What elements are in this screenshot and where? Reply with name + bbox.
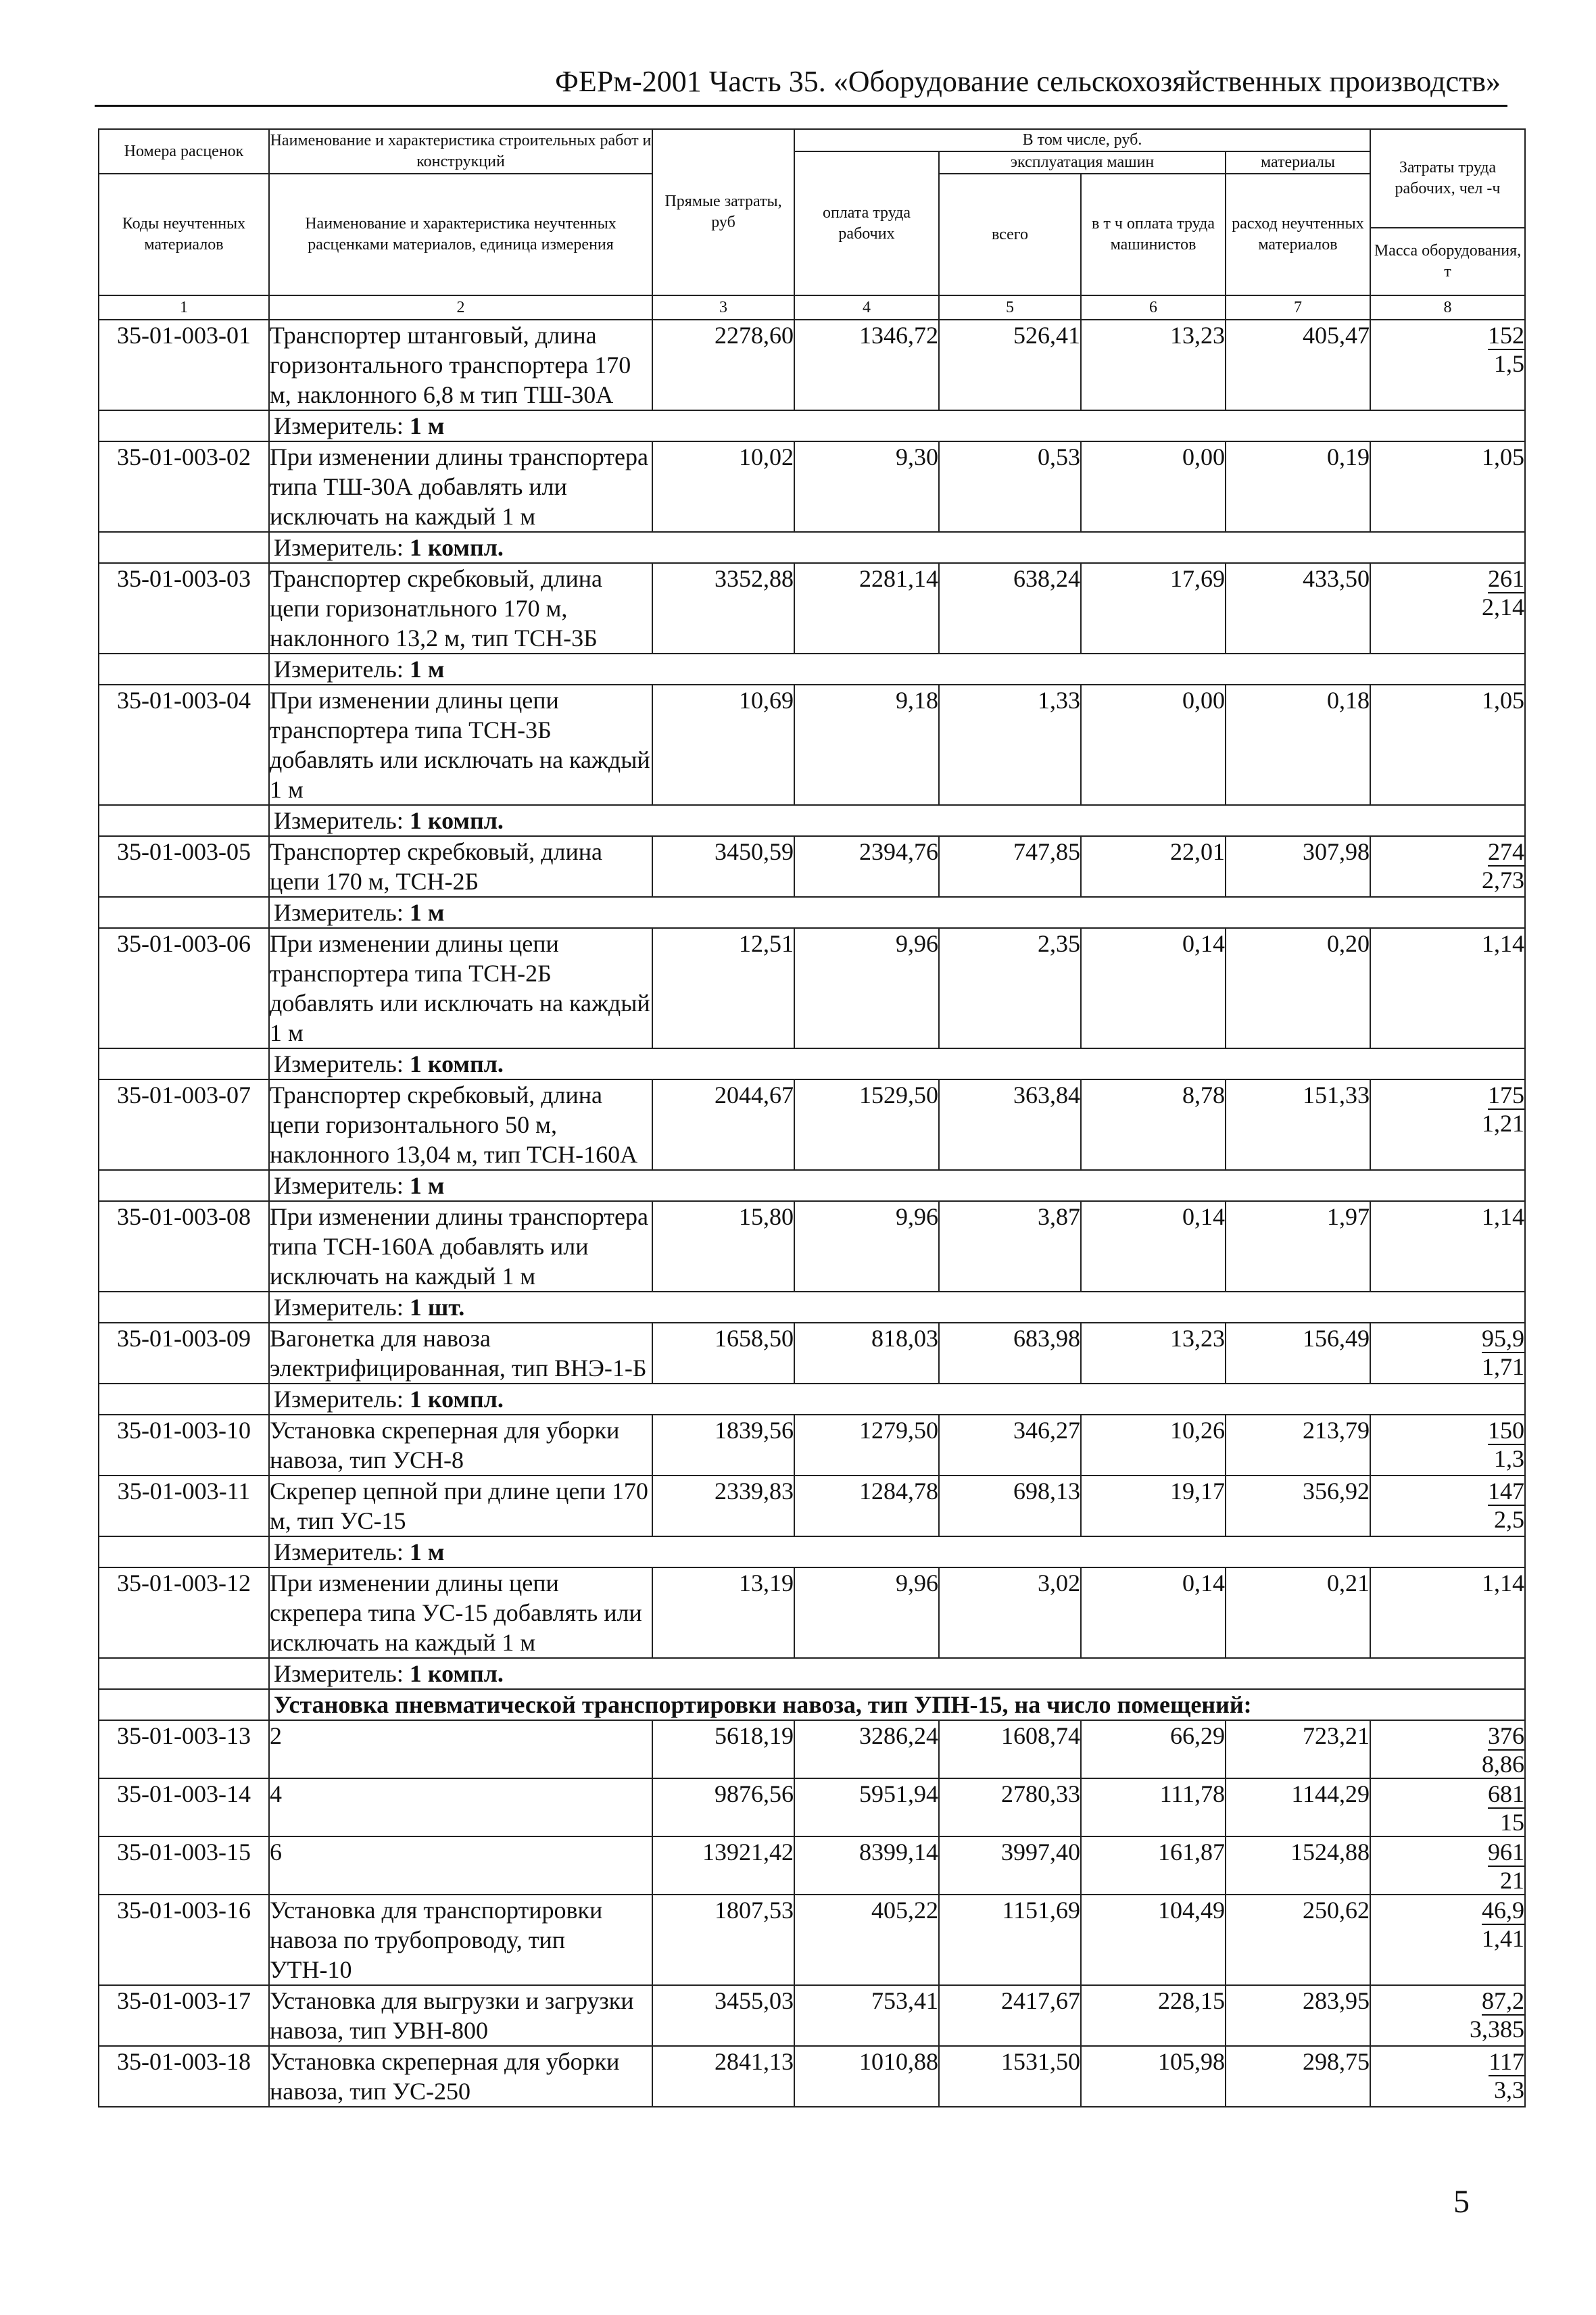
materials-cost: 213,79: [1226, 1415, 1370, 1476]
measure-text: [269, 1170, 1525, 1201]
labor-mass-cell: [1370, 1415, 1525, 1476]
materials-cost: 405,47: [1226, 320, 1370, 410]
machines-total: 1531,50: [939, 2046, 1081, 2107]
materials-cost: 1524,88: [1226, 1836, 1370, 1895]
worker-pay: 2281,14: [794, 563, 939, 654]
labor-mass-cell: [1370, 1079, 1525, 1170]
measure-text: [269, 897, 1525, 928]
measure-row: [99, 1292, 1525, 1323]
labor-value: 1,14: [1482, 1569, 1524, 1597]
norms-table-container: [98, 128, 1524, 2107]
machines-total: 1608,74: [939, 1720, 1081, 1778]
machines-total: 2,35: [939, 928, 1081, 1048]
col-head-pay: оплата труда рабочих: [794, 151, 939, 295]
table-row: [99, 685, 1525, 805]
table-row: [99, 1201, 1525, 1292]
mass-value: 8,86: [1482, 1751, 1524, 1778]
measure-unit: 1 м: [409, 412, 445, 440]
page-header: ФЕРм-2001 Часть 35. «Оборудование сельскохозяйственных производств»: [555, 65, 1501, 98]
measure-spacer: [99, 1658, 269, 1689]
measure-row: [99, 1658, 1525, 1689]
labor-value: 376: [1488, 1722, 1524, 1750]
direct-cost: 2841,13: [652, 2046, 794, 2107]
column-number: 7: [1226, 295, 1370, 320]
measure-spacer: [99, 654, 269, 685]
col-head-including: В том числе, руб.: [794, 129, 1370, 151]
rate-code: 35-01-003-17: [99, 1985, 269, 2046]
measure-spacer: [99, 1048, 269, 1079]
mass-value: 1,3: [1494, 1445, 1524, 1473]
materials-cost: 0,21: [1226, 1567, 1370, 1658]
direct-cost: 1807,53: [652, 1895, 794, 1985]
column-number: 5: [939, 295, 1081, 320]
col-head-mass: Масса оборудования, т: [1370, 228, 1525, 295]
col-head-codes-top: Номера расценок: [99, 129, 269, 174]
machines-total: 1151,69: [939, 1895, 1081, 1985]
direct-cost: 13921,42: [652, 1836, 794, 1895]
rate-description: При изменении длины цепи скрепера типа УС-15 добавлять или исключать на каждый 1 м: [269, 1567, 652, 1658]
rate-code: 35-01-003-14: [99, 1778, 269, 1836]
mass-value: 3,385: [1470, 2016, 1524, 2043]
labor-value: 152: [1488, 322, 1524, 349]
rate-description: Транспортер скребковый, длина цепи 170 м, ТСН-2Б: [269, 836, 652, 897]
worker-pay: 1010,88: [794, 2046, 939, 2107]
worker-pay: 818,03: [794, 1323, 939, 1384]
measure-row: [99, 1536, 1525, 1567]
machinist-pay: 0,14: [1081, 928, 1226, 1048]
rate-description: При изменении длины цепи транспортера типа ТСН-3Б добавлять или исключать на каждый 1 м: [269, 685, 652, 805]
table-row: [99, 563, 1525, 654]
materials-cost: 1,97: [1226, 1201, 1370, 1292]
machines-total: 747,85: [939, 836, 1081, 897]
table-row: [99, 1079, 1525, 1170]
machines-total: 638,24: [939, 563, 1081, 654]
measure-text: [269, 805, 1525, 836]
machinist-pay: 10,26: [1081, 1415, 1226, 1476]
materials-cost: 0,18: [1226, 685, 1370, 805]
machinist-pay: 104,49: [1081, 1895, 1226, 1985]
direct-cost: 1839,56: [652, 1415, 794, 1476]
labor-value: 261: [1488, 565, 1524, 593]
materials-cost: 298,75: [1226, 2046, 1370, 2107]
machines-total: 683,98: [939, 1323, 1081, 1384]
rate-code: 35-01-003-06: [99, 928, 269, 1048]
labor-value: 150: [1488, 1417, 1524, 1444]
materials-cost: 307,98: [1226, 836, 1370, 897]
table-row: [99, 1476, 1525, 1536]
labor-value: 95,9: [1482, 1325, 1524, 1353]
labor-mass-cell: [1370, 563, 1525, 654]
direct-cost: 1658,50: [652, 1323, 794, 1384]
measure-label: Измеритель:: [274, 899, 404, 927]
rate-description: Установка скреперная для уборки навоза, тип УСН-8: [269, 1415, 652, 1476]
materials-cost: 0,19: [1226, 441, 1370, 532]
worker-pay: 9,96: [794, 1201, 939, 1292]
labor-mass-cell: [1370, 1895, 1525, 1985]
machinist-pay: 161,87: [1081, 1836, 1226, 1895]
materials-cost: 1144,29: [1226, 1778, 1370, 1836]
table-row: [99, 2046, 1525, 2107]
machines-total: 3,02: [939, 1567, 1081, 1658]
direct-cost: 2278,60: [652, 320, 794, 410]
materials-cost: 723,21: [1226, 1720, 1370, 1778]
machines-total: 1,33: [939, 685, 1081, 805]
worker-pay: 1284,78: [794, 1476, 939, 1536]
rate-description: 2: [269, 1720, 652, 1778]
measure-spacer: [99, 1384, 269, 1415]
machinist-pay: 111,78: [1081, 1778, 1226, 1836]
labor-value: 147: [1488, 1478, 1524, 1505]
table-row: [99, 441, 1525, 532]
measure-spacer: [99, 410, 269, 441]
table-body: [99, 320, 1525, 2107]
worker-pay: 405,22: [794, 1895, 939, 1985]
measure-text: [269, 1384, 1525, 1415]
measure-text: [269, 654, 1525, 685]
labor-value: 1,14: [1482, 1203, 1524, 1231]
rate-description: При изменении длины транспортера типа ТСН-160А добавлять или исключать на каждый 1 м: [269, 1201, 652, 1292]
rate-description: Транспортер скребковый, длина цепи горизонтального 50 м, наклонного 13,04 м, тип ТСН-160А: [269, 1079, 652, 1170]
rate-description: Установка для выгрузки и загрузки навоза, тип УВН-800: [269, 1985, 652, 2046]
worker-pay: 9,18: [794, 685, 939, 805]
measure-unit: 1 м: [409, 1538, 445, 1566]
labor-mass-cell: [1370, 928, 1525, 1048]
measure-spacer: [99, 805, 269, 836]
labor-mass-cell: [1370, 441, 1525, 532]
rate-description: Скрепер цепной при длине цепи 170 м, тип УС-15: [269, 1476, 652, 1536]
measure-unit: 1 компл.: [409, 1386, 504, 1413]
labor-mass-cell: [1370, 1778, 1525, 1836]
materials-cost: 0,20: [1226, 928, 1370, 1048]
measure-label: Измеритель:: [274, 1386, 404, 1413]
rate-code: 35-01-003-13: [99, 1720, 269, 1778]
measure-unit: 1 м: [409, 1172, 445, 1200]
labor-mass-cell: [1370, 836, 1525, 897]
materials-cost: 156,49: [1226, 1323, 1370, 1384]
worker-pay: 753,41: [794, 1985, 939, 2046]
direct-cost: 2339,83: [652, 1476, 794, 1536]
machines-total: 2417,67: [939, 1985, 1081, 2046]
rate-code: 35-01-003-16: [99, 1895, 269, 1985]
measure-label: Измеритель:: [274, 534, 404, 562]
worker-pay: 2394,76: [794, 836, 939, 897]
section-row: [99, 1689, 1525, 1720]
table-row: [99, 1778, 1525, 1836]
column-number: 6: [1081, 295, 1226, 320]
rate-description: 6: [269, 1836, 652, 1895]
rate-code: 35-01-003-15: [99, 1836, 269, 1895]
machines-total: 0,53: [939, 441, 1081, 532]
table-row: [99, 1895, 1525, 1985]
worker-pay: 9,96: [794, 928, 939, 1048]
measure-spacer: [99, 897, 269, 928]
worker-pay: 8399,14: [794, 1836, 939, 1895]
materials-cost: 250,62: [1226, 1895, 1370, 1985]
labor-value: 681: [1488, 1780, 1524, 1808]
mass-value: 3,3: [1494, 2076, 1524, 2104]
worker-pay: 1346,72: [794, 320, 939, 410]
materials-cost: 151,33: [1226, 1079, 1370, 1170]
machinist-pay: 13,23: [1081, 1323, 1226, 1384]
col-head-name-bottom: Наименование и характеристика неучтенных расценками материалов, единица измерения: [269, 174, 652, 295]
col-head-material-use: расход неучтенных материалов: [1226, 174, 1370, 295]
measure-label: Измеритель:: [274, 412, 404, 440]
col-head-codes-bottom: Коды неучтенных материалов: [99, 174, 269, 295]
measure-label: Измеритель:: [274, 656, 404, 683]
labor-value: 274: [1488, 838, 1524, 866]
rate-description: Установка скреперная для уборки навоза, тип УС-250: [269, 2046, 652, 2107]
col-head-machinist-pay: в т ч оплата труда машинистов: [1081, 174, 1226, 295]
column-number: 2: [269, 295, 652, 320]
labor-value: 175: [1488, 1081, 1524, 1109]
labor-value: 1,05: [1482, 687, 1524, 714]
measure-text: [269, 1536, 1525, 1567]
table-row: [99, 1720, 1525, 1778]
mass-value: 21: [1500, 1867, 1524, 1895]
measure-row: [99, 897, 1525, 928]
measure-label: Измеритель:: [274, 1294, 404, 1321]
measure-text: [269, 410, 1525, 441]
labor-mass-cell: [1370, 1476, 1525, 1536]
measure-row: [99, 532, 1525, 563]
direct-cost: 12,51: [652, 928, 794, 1048]
rate-code: 35-01-003-11: [99, 1476, 269, 1536]
measure-label: Измеритель:: [274, 807, 404, 835]
measure-unit: 1 шт.: [409, 1294, 465, 1321]
worker-pay: 1529,50: [794, 1079, 939, 1170]
table-row: [99, 1836, 1525, 1895]
measure-unit: 1 м: [409, 656, 445, 683]
col-head-name-top: Наименование и характеристика строительных работ и конструкций: [269, 129, 652, 174]
labor-mass-cell: [1370, 2046, 1525, 2107]
measure-text: [269, 1048, 1525, 1079]
labor-mass-cell: [1370, 1985, 1525, 2046]
machinist-pay: 0,00: [1081, 685, 1226, 805]
rate-code: 35-01-003-07: [99, 1079, 269, 1170]
measure-unit: 1 компл.: [409, 534, 504, 562]
labor-value: 1,14: [1482, 930, 1524, 958]
rate-description: Установка для транспортировки навоза по трубопроводу, тип УТН-10: [269, 1895, 652, 1985]
worker-pay: 9,30: [794, 441, 939, 532]
rate-description: Вагонетка для навоза электрифицированная, тип ВНЭ-1-Б: [269, 1323, 652, 1384]
labor-value: 87,2: [1482, 1987, 1524, 2015]
mass-value: 2,14: [1482, 593, 1524, 621]
worker-pay: 1279,50: [794, 1415, 939, 1476]
direct-cost: 3352,88: [652, 563, 794, 654]
table-row: [99, 1415, 1525, 1476]
column-number: 4: [794, 295, 939, 320]
column-number: 1: [99, 295, 269, 320]
measure-unit: 1 компл.: [409, 1660, 504, 1688]
rate-code: 35-01-003-12: [99, 1567, 269, 1658]
rate-code: 35-01-003-18: [99, 2046, 269, 2107]
machines-total: 346,27: [939, 1415, 1081, 1476]
labor-mass-cell: [1370, 1836, 1525, 1895]
rate-description: Транспортер штанговый, длина горизонтального транспортера 170 м, наклонного 6,8 м тип ТШ-30А: [269, 320, 652, 410]
mass-value: 2,73: [1482, 867, 1524, 894]
table-row: [99, 1567, 1525, 1658]
rate-code: 35-01-003-09: [99, 1323, 269, 1384]
mass-value: 1,21: [1482, 1110, 1524, 1138]
rate-code: 35-01-003-08: [99, 1201, 269, 1292]
table-header: [99, 129, 1525, 320]
measure-spacer: [99, 1292, 269, 1323]
measure-text: [269, 1658, 1525, 1689]
col-head-labor: Затраты труда рабочих, чел -ч: [1370, 129, 1525, 228]
worker-pay: 5951,94: [794, 1778, 939, 1836]
measure-spacer: [99, 1536, 269, 1567]
materials-cost: 283,95: [1226, 1985, 1370, 2046]
rate-code: 35-01-003-01: [99, 320, 269, 410]
measure-label: Измеритель:: [274, 1660, 404, 1688]
measure-spacer: [99, 1170, 269, 1201]
table-row: [99, 320, 1525, 410]
measure-unit: 1 компл.: [409, 807, 504, 835]
worker-pay: 9,96: [794, 1567, 939, 1658]
measure-row: [99, 1384, 1525, 1415]
machinist-pay: 228,15: [1081, 1985, 1226, 2046]
direct-cost: 3455,03: [652, 1985, 794, 2046]
measure-row: [99, 1048, 1525, 1079]
labor-mass-cell: [1370, 685, 1525, 805]
measure-unit: 1 компл.: [409, 1050, 504, 1078]
rate-description: 4: [269, 1778, 652, 1836]
norms-table: [98, 128, 1526, 2107]
rate-description: При изменении длины транспортера типа ТШ-30А добавлять или исключать на каждый 1 м: [269, 441, 652, 532]
measure-label: Измеритель:: [274, 1172, 404, 1200]
measure-label: Измеритель:: [274, 1050, 404, 1078]
rate-description: При изменении длины цепи транспортера типа ТСН-2Б добавлять или исключать на каждый 1 м: [269, 928, 652, 1048]
materials-cost: 433,50: [1226, 563, 1370, 654]
rate-code: 35-01-003-10: [99, 1415, 269, 1476]
col-head-materials: материалы: [1226, 151, 1370, 174]
direct-cost: 13,19: [652, 1567, 794, 1658]
machinist-pay: 105,98: [1081, 2046, 1226, 2107]
mass-value: 1,41: [1482, 1925, 1524, 1953]
direct-cost: 9876,56: [652, 1778, 794, 1836]
page-number: 5: [1453, 2184, 1470, 2220]
mass-value: 1,71: [1482, 1353, 1524, 1381]
section-title: Установка пневматической транспортировки навоза, тип УПН-15, на число помещений:: [269, 1689, 1525, 1720]
table-row: [99, 1985, 1525, 2046]
direct-cost: 10,69: [652, 685, 794, 805]
machines-total: 363,84: [939, 1079, 1081, 1170]
labor-mass-cell: [1370, 320, 1525, 410]
machines-total: 526,41: [939, 320, 1081, 410]
machines-total: 2780,33: [939, 1778, 1081, 1836]
direct-cost: 2044,67: [652, 1079, 794, 1170]
direct-cost: 10,02: [652, 441, 794, 532]
machinist-pay: 13,23: [1081, 320, 1226, 410]
machines-total: 698,13: [939, 1476, 1081, 1536]
rate-code: 35-01-003-04: [99, 685, 269, 805]
rate-code: 35-01-003-02: [99, 441, 269, 532]
col-head-machines: эксплуатация машин: [939, 151, 1226, 174]
machinist-pay: 0,14: [1081, 1567, 1226, 1658]
table-row: [99, 1323, 1525, 1384]
header-rule: [95, 105, 1507, 107]
machinist-pay: 19,17: [1081, 1476, 1226, 1536]
measure-unit: 1 м: [409, 899, 445, 927]
labor-mass-cell: [1370, 1567, 1525, 1658]
col-head-direct: Прямые затраты, руб: [652, 129, 794, 295]
column-number: 3: [652, 295, 794, 320]
labor-value: 1,05: [1482, 443, 1524, 471]
labor-value: 46,9: [1482, 1897, 1524, 1924]
machinist-pay: 66,29: [1081, 1720, 1226, 1778]
worker-pay: 3286,24: [794, 1720, 939, 1778]
section-spacer: [99, 1689, 269, 1720]
measure-spacer: [99, 532, 269, 563]
labor-mass-cell: [1370, 1720, 1525, 1778]
rate-code: 35-01-003-05: [99, 836, 269, 897]
measure-row: [99, 654, 1525, 685]
machines-total: 3997,40: [939, 1836, 1081, 1895]
machinist-pay: 8,78: [1081, 1079, 1226, 1170]
machines-total: 3,87: [939, 1201, 1081, 1292]
direct-cost: 15,80: [652, 1201, 794, 1292]
machinist-pay: 0,14: [1081, 1201, 1226, 1292]
machinist-pay: 22,01: [1081, 836, 1226, 897]
labor-mass-cell: [1370, 1201, 1525, 1292]
table-row: [99, 928, 1525, 1048]
rate-code: 35-01-003-03: [99, 563, 269, 654]
rate-description: Транспортер скребковый, длина цепи горизонатльного 170 м, наклонного 13,2 м, тип ТСН-3Б: [269, 563, 652, 654]
measure-text: [269, 532, 1525, 563]
table-row: [99, 836, 1525, 897]
measure-text: [269, 1292, 1525, 1323]
machinist-pay: 0,00: [1081, 441, 1226, 532]
mass-value: 2,5: [1494, 1506, 1524, 1534]
measure-label: Измеритель:: [274, 1538, 404, 1566]
measure-row: [99, 410, 1525, 441]
column-numbers-row: [99, 295, 1525, 320]
mass-value: 1,5: [1494, 350, 1524, 378]
measure-row: [99, 1170, 1525, 1201]
labor-value: 961: [1488, 1838, 1524, 1866]
materials-cost: 356,92: [1226, 1476, 1370, 1536]
labor-value: 117: [1489, 2048, 1524, 2076]
labor-mass-cell: [1370, 1323, 1525, 1384]
col-head-machines-all: всего: [939, 174, 1081, 295]
machinist-pay: 17,69: [1081, 563, 1226, 654]
column-number: 8: [1370, 295, 1525, 320]
measure-row: [99, 805, 1525, 836]
direct-cost: 3450,59: [652, 836, 794, 897]
direct-cost: 5618,19: [652, 1720, 794, 1778]
mass-value: 15: [1500, 1809, 1524, 1836]
